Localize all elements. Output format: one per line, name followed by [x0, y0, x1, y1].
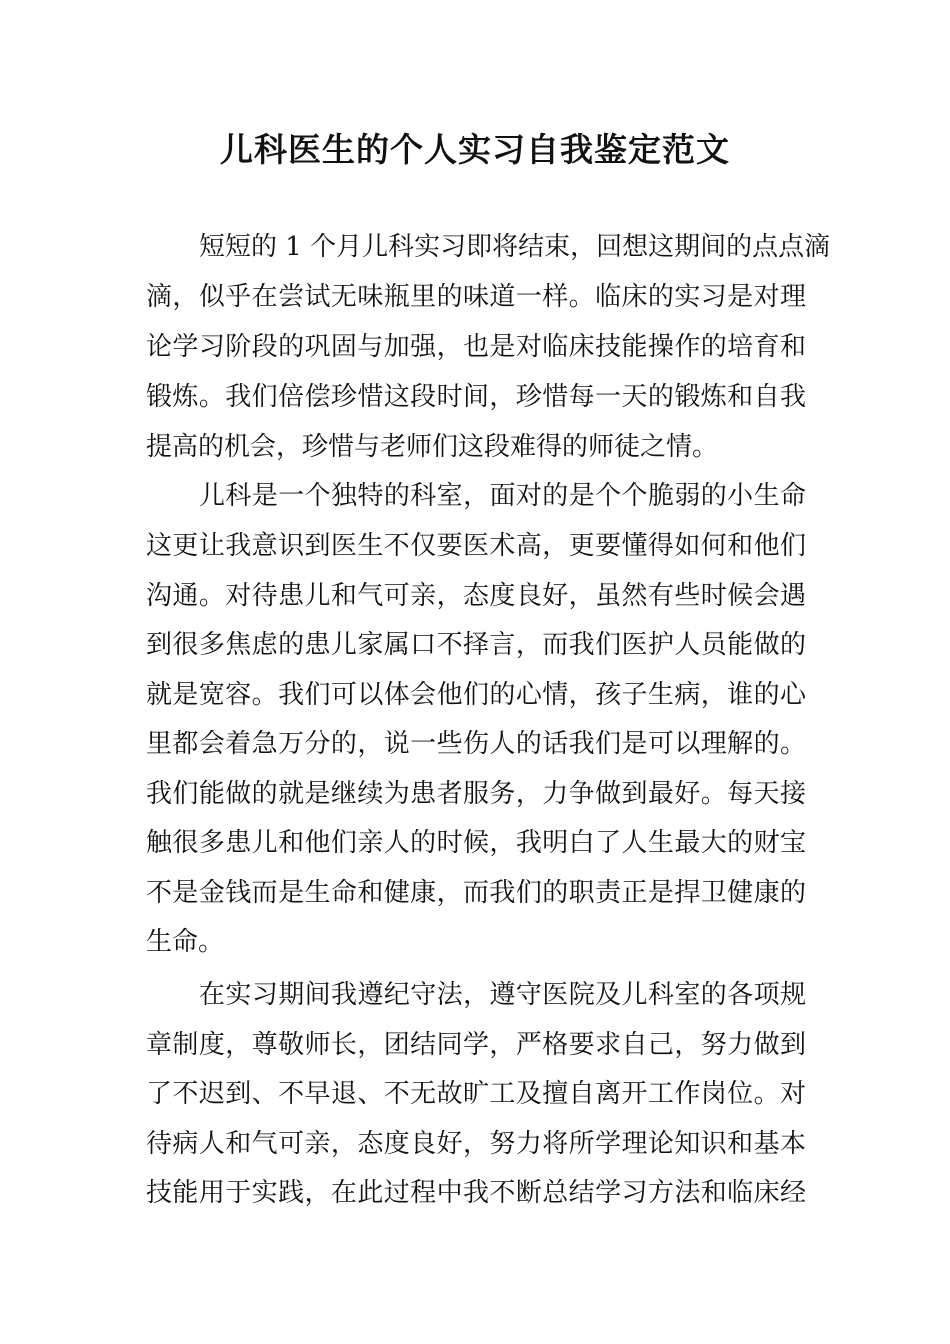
document-title: 儿科医生的个人实习自我鉴定范文: [220, 130, 730, 169]
paragraph-3-line-5: 技能用于实践，在此过程中我不断总结学习方法和临床经: [146, 1178, 806, 1208]
paragraph-2-line-6: 里都会着急万分的，说一些伤人的话我们是可以理解的。: [146, 729, 806, 759]
paragraph-2-line-10: 生命。: [146, 927, 225, 957]
paragraph-2-line-4: 到很多焦虑的患儿家属口不择言，而我们医护人员能做的: [146, 630, 806, 660]
paragraph-3-line-3: 了不迟到、不早退、不无故旷工及擅自离开工作岗位。对: [146, 1079, 806, 1109]
paragraph-1-line-1: 短短的 1 个月儿科实习即将结束，回想这期间的点点滴: [199, 232, 831, 262]
paragraph-2-line-9: 不是金钱而是生命和健康，而我们的职责正是捍卫健康的: [146, 878, 806, 908]
paragraph-2-line-3: 沟通。对待患儿和气可亲，态度良好，虽然有些时候会遇: [146, 581, 806, 611]
paragraph-2-line-2: 这更让我意识到医生不仅要医术高，更要懂得如何和他们: [146, 531, 806, 561]
paragraph-1-line-5: 提高的机会，珍惜与老师们这段难得的师徒之情。: [146, 432, 719, 462]
paragraph-3-line-4: 待病人和气可亲，态度良好，努力将所学理论知识和基本: [146, 1129, 806, 1159]
paragraph-2-line-1: 儿科是一个独特的科室，面对的是个个脆弱的小生命: [199, 481, 806, 511]
paragraph-3-line-1: 在实习期间我遵纪守法，遵守医院及儿科室的各项规: [199, 980, 806, 1010]
paragraph-2-line-7: 我们能做的就是继续为患者服务，力争做到最好。每天接: [146, 779, 806, 809]
paragraph-1-line-3: 论学习阶段的巩固与加强，也是对临床技能操作的培育和: [146, 332, 806, 362]
paragraph-1-line-2: 滴，似乎在尝试无味瓶里的味道一样。临床的实习是对理: [146, 282, 806, 312]
paragraph-3-line-2: 章制度，尊敬师长，团结同学，严格要求自己，努力做到: [146, 1030, 806, 1060]
paragraph-1-line-4: 锻炼。我们倍偿珍惜这段时间，珍惜每一天的锻炼和自我: [146, 382, 806, 412]
paragraph-2-line-8: 触很多患儿和他们亲人的时候，我明白了人生最大的财宝: [146, 828, 806, 858]
paragraph-2-line-5: 就是宽容。我们可以体会他们的心情，孩子生病，谁的心: [146, 680, 806, 710]
